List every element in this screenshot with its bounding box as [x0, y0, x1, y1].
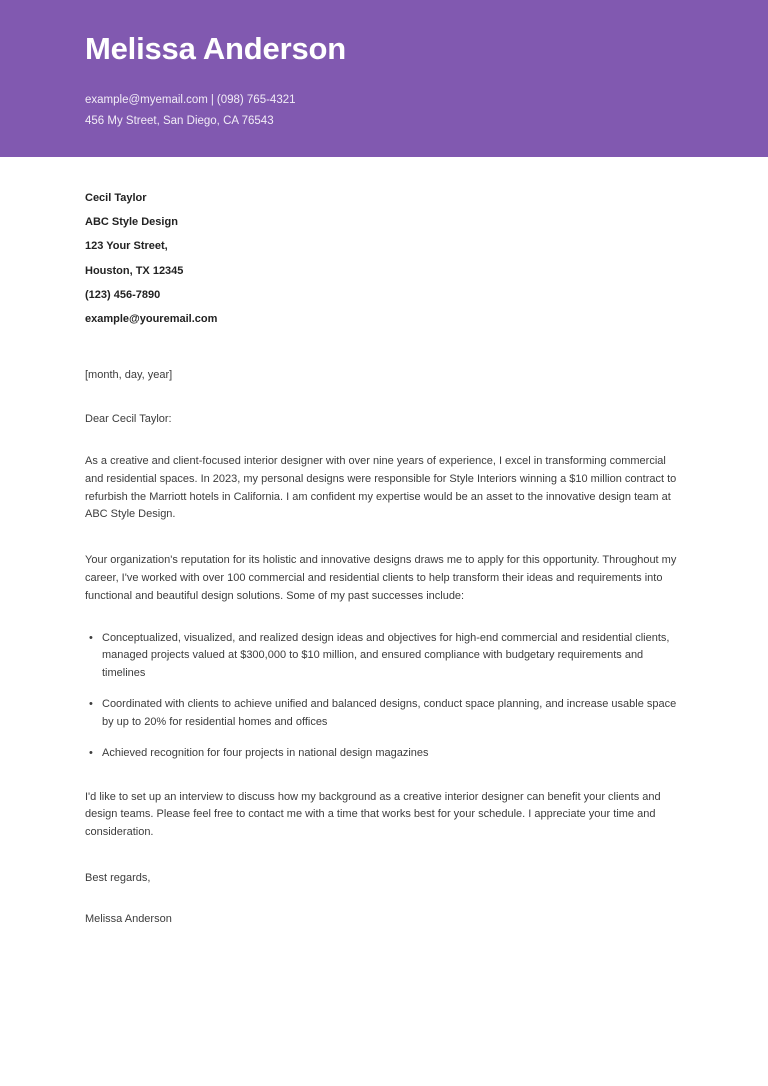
- letter-paragraph-3: I'd like to set up an interview to discuss how my background as a creative interior designer can benefit your clients and design teams. Please feel free to contact me with a time that works best for your schedule. I appreciate your time and consideration.: [85, 790, 661, 839]
- list-item-text: Coordinated with clients to achieve unified and balanced designs, conduct space planning, and increase usable space by up to 20% for residential homes and offices: [102, 698, 677, 728]
- bullet-icon: •: [89, 631, 93, 644]
- list-item-text: Conceptualized, visualized, and realized design ideas and objectives for high-end commercial and residential clients, managed projects valued at $300,000 to $10 million, and ensured compliance with budgetary requirements and timelines: [102, 631, 670, 680]
- letter-salutation: Dear Cecil Taylor:: [85, 412, 172, 425]
- recipient-phone: (123) 456-7890: [85, 288, 161, 301]
- bullet-icon: •: [89, 698, 93, 711]
- recipient-email: example@youremail.com: [85, 312, 218, 325]
- list-item: [85, 696, 685, 732]
- contact-line-address: [85, 111, 296, 132]
- letter-date: [month, day, year]: [85, 368, 173, 381]
- recipient-company: ABC Style Design: [85, 216, 178, 229]
- list-item-text: Achieved recognition for four projects in national design magazines: [102, 746, 429, 759]
- letter-signature-name: Melissa Anderson: [85, 912, 172, 925]
- recipient-street: 123 Your Street,: [85, 240, 168, 253]
- recipient-city-state-zip: Houston, TX 12345: [85, 264, 184, 277]
- applicant-email: example@myemail.com: [85, 94, 208, 106]
- letterhead-banner: [0, 0, 768, 157]
- letter-body: [85, 193, 685, 925]
- applicant-address: 456 My Street, San Diego, CA 76543: [85, 115, 274, 128]
- applicant-phone: (098) 765-4321: [216, 94, 296, 106]
- letter-paragraph-1: As a creative and client-focused interior designer with over nine years of experience, I excel in transforming commercial and residential spaces. In 2023, my personal designs were responsible for Style Interiors winning a $10 million contract to refurbish the Marriott hotels in California. I am confident my expertise would be an asset to the innovative design team at ABC Style Design.: [85, 454, 677, 521]
- applicant-name: Melissa Anderson: [85, 31, 346, 66]
- contact-separator: |: [210, 94, 214, 106]
- contact-line-primary: [85, 90, 296, 111]
- letter-paragraph-2: Your organization's reputation for its holistic and innovative designs draws me to apply for this opportunity. Throughout my career, I've worked with over 100 commercial and residential clients to help transform their ideas and requirements into functional and beautiful design solutions. Some of my past successes include:: [85, 554, 677, 602]
- applicant-contact-block: [85, 90, 296, 133]
- list-item: [85, 630, 685, 683]
- recipient-address-block: [85, 193, 685, 325]
- letter-signoff: Best regards,: [85, 871, 151, 884]
- list-item: [85, 745, 685, 763]
- recipient-name: Cecil Taylor: [85, 192, 147, 204]
- bullet-icon: •: [89, 746, 93, 759]
- achievements-list: [85, 630, 685, 763]
